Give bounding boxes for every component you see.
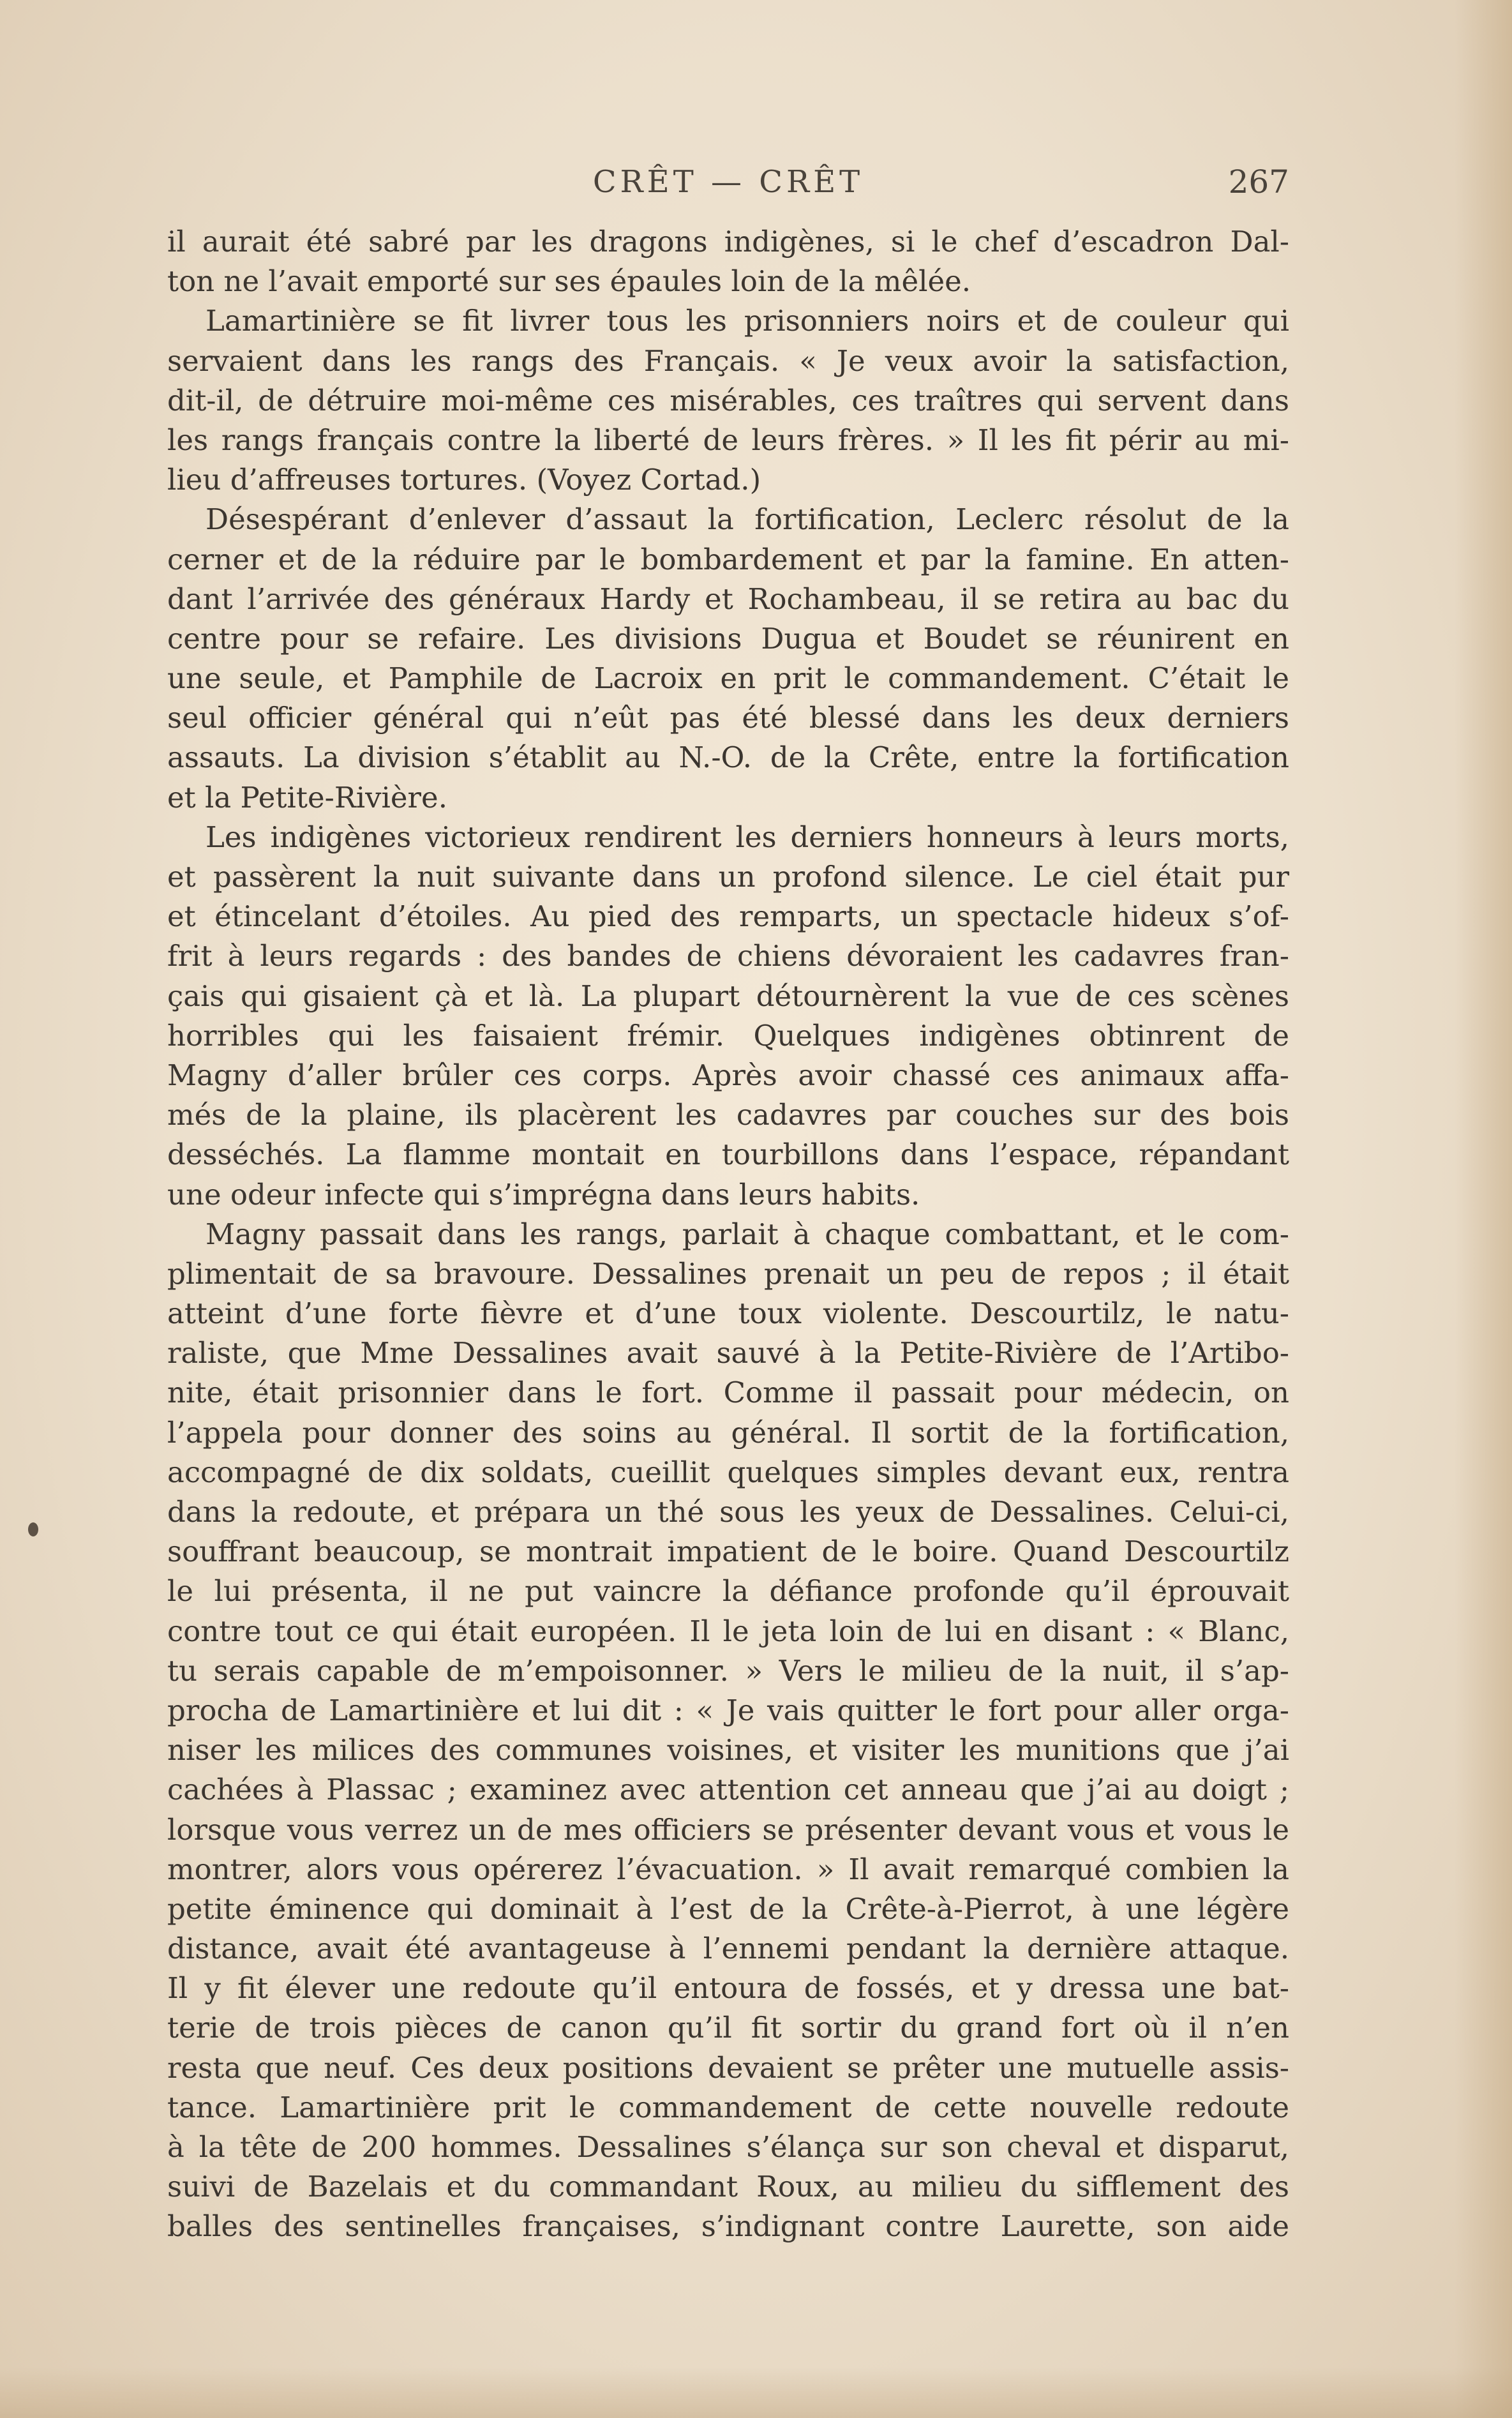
text-line: le lui présenta, il ne put vaincre la défiance profonde qu’il éprouvait (167, 1574, 1289, 1609)
running-head: CRÊT — CRÊT (592, 164, 864, 200)
text-line: lieu d’affreuses tortures. (Voyez Cortad.) (167, 463, 761, 497)
page-edge-shadow-right (1455, 0, 1512, 2418)
text-line: et étincelant d’étoiles. Au pied des remparts, un spectacle hideux s’of- (167, 899, 1289, 934)
text-line: tance. Lamartinière prit le commandement de cette nouvelle redoute (167, 2090, 1289, 2124)
text-line: més de la plaine, ils placèrent les cadavres par couches sur des bois (167, 1098, 1289, 1132)
text-line: Magny d’aller brûler ces corps. Après avoir chassé ces animaux affa- (167, 1058, 1289, 1092)
page-edge-shadow-bottom (0, 2367, 1512, 2418)
page-header (167, 160, 1289, 204)
text-line: lorsque vous verrez un de mes officiers se présenter devant vous et vous le (167, 1812, 1289, 1847)
text-line: balles des sentinelles françaises, s’indignant contre Laurette, son aide (167, 2209, 1289, 2244)
text-line: montrer, alors vous opérerez l’évacuation. » Il avait remarqué combien la (167, 1852, 1289, 1886)
text-line: Désespérant d’enlever d’assaut la fortification, Leclerc résolut de la (206, 502, 1289, 537)
text-line: dit-il, de détruire moi-même ces misérables, ces traîtres qui servent dans (167, 383, 1289, 417)
text-line: servaient dans les rangs des Français. « Je veux avoir la satisfaction, (167, 343, 1289, 378)
text-line: Les indigènes victorieux rendirent les derniers honneurs à leurs morts, (206, 820, 1289, 854)
text-line: procha de Lamartinière et lui dit : « Je vais quitter le fort pour aller orga- (167, 1693, 1289, 1727)
text-line: resta que neuf. Ces deux positions devaient se prêter une mutuelle assis- (167, 2050, 1289, 2085)
text-line: Magny passait dans les rangs, parlait à chaque combattant, et le com- (206, 1217, 1289, 1251)
ink-spot (28, 1522, 38, 1536)
text-line: suivi de Bazelais et du commandant Roux, au milieu du sifflement des (167, 2170, 1289, 2204)
text-line: horribles qui les faisaient frémir. Quelques indigènes obtinrent de (167, 1018, 1289, 1053)
text-line: assauts. La division s’établit au N.-O. de la Crête, entre la fortification (167, 740, 1289, 775)
text-line: atteint d’une forte fièvre et d’une toux violente. Descourtilz, le natu- (167, 1296, 1289, 1331)
text-line: à la tête de 200 hommes. Dessalines s’élança sur son cheval et disparut, (167, 2130, 1289, 2164)
text-line: ton ne l’avait emporté sur ses épaules loin de la mêlée. (167, 264, 971, 299)
text-line: raliste, que Mme Dessalines avait sauvé à la Petite-Rivière de l’Artibo- (167, 1336, 1289, 1370)
text-line: desséchés. La flamme montait en tourbillons dans l’espace, répandant (167, 1138, 1289, 1172)
text-line: distance, avait été avantageuse à l’ennemi pendant la dernière attaque. (167, 1932, 1289, 1966)
text-line: petite éminence qui dominait à l’est de la Crête-à-Pierrot, à une légère (167, 1891, 1289, 1926)
text-line: et la Petite-Rivière. (167, 780, 447, 815)
page-number: 267 (1228, 163, 1289, 200)
text-line: les rangs français contre la liberté de leurs frères. » Il les fit périr au mi- (167, 423, 1289, 457)
text-line: il aurait été sabré par les dragons indigènes, si le chef d’escadron Dal- (167, 225, 1289, 259)
text-line: çais qui gisaient çà et là. La plupart détournèrent la vue de ces scènes (167, 979, 1289, 1013)
text-line: dant l’arrivée des généraux Hardy et Rochambeau, il se retira au bac du (167, 582, 1289, 616)
text-line: nite, était prisonnier dans le fort. Comme il passait pour médecin, on (167, 1376, 1289, 1410)
text-line: cerner et de la réduire par le bombardement et par la famine. En atten- (167, 542, 1289, 576)
text-line: une odeur infecte qui s’imprégna dans leurs habits. (167, 1177, 920, 1212)
text-line: plimentait de sa bravoure. Dessalines prenait un peu de repos ; il était (167, 1256, 1289, 1291)
text-line: Il y fit élever une redoute qu’il entoura de fossés, et y dressa une bat- (167, 1971, 1289, 2006)
text-line: contre tout ce qui était européen. Il le jeta loin de lui en disant : « Blanc, (167, 1614, 1289, 1648)
text-line: centre pour se refaire. Les divisions Dugua et Boudet se réunirent en (167, 621, 1289, 656)
text-line: niser les milices des communes voisines, et visiter les munitions que j’ai (167, 1733, 1289, 1768)
text-line: accompagné de dix soldats, cueillit quelques simples devant eux, rentra (167, 1455, 1289, 1489)
text-line: cachées à Plassac ; examinez avec attention cet anneau que j’ai au doigt ; (167, 1773, 1289, 1807)
text-line: Lamartinière se fit livrer tous les prisonniers noirs et de couleur qui (206, 304, 1289, 338)
text-line: une seule, et Pamphile de Lacroix en prit le commandement. C’était le (167, 661, 1289, 696)
text-line: et passèrent la nuit suivante dans un profond silence. Le ciel était pur (167, 860, 1289, 894)
text-line: l’appela pour donner des soins au général. Il sortit de la fortification, (167, 1415, 1289, 1450)
text-line: frit à leurs regards : des bandes de chiens dévoraient les cadavres fran- (167, 939, 1289, 973)
text-line: dans la redoute, et prépara un thé sous les yeux de Dessalines. Celui-ci, (167, 1495, 1289, 1529)
text-line: souffrant beaucoup, se montrait impatient de le boire. Quand Descourtilz (167, 1535, 1289, 1569)
body-text (167, 222, 1289, 2247)
text-line: tu serais capable de m’empoisonner. » Vers le milieu de la nuit, il s’ap- (167, 1653, 1289, 1688)
text-line: seul officier général qui n’eût pas été blessé dans les deux derniers (167, 701, 1289, 735)
text-line: terie de trois pièces de canon qu’il fit sortir du grand fort où il n’en (167, 2011, 1289, 2045)
